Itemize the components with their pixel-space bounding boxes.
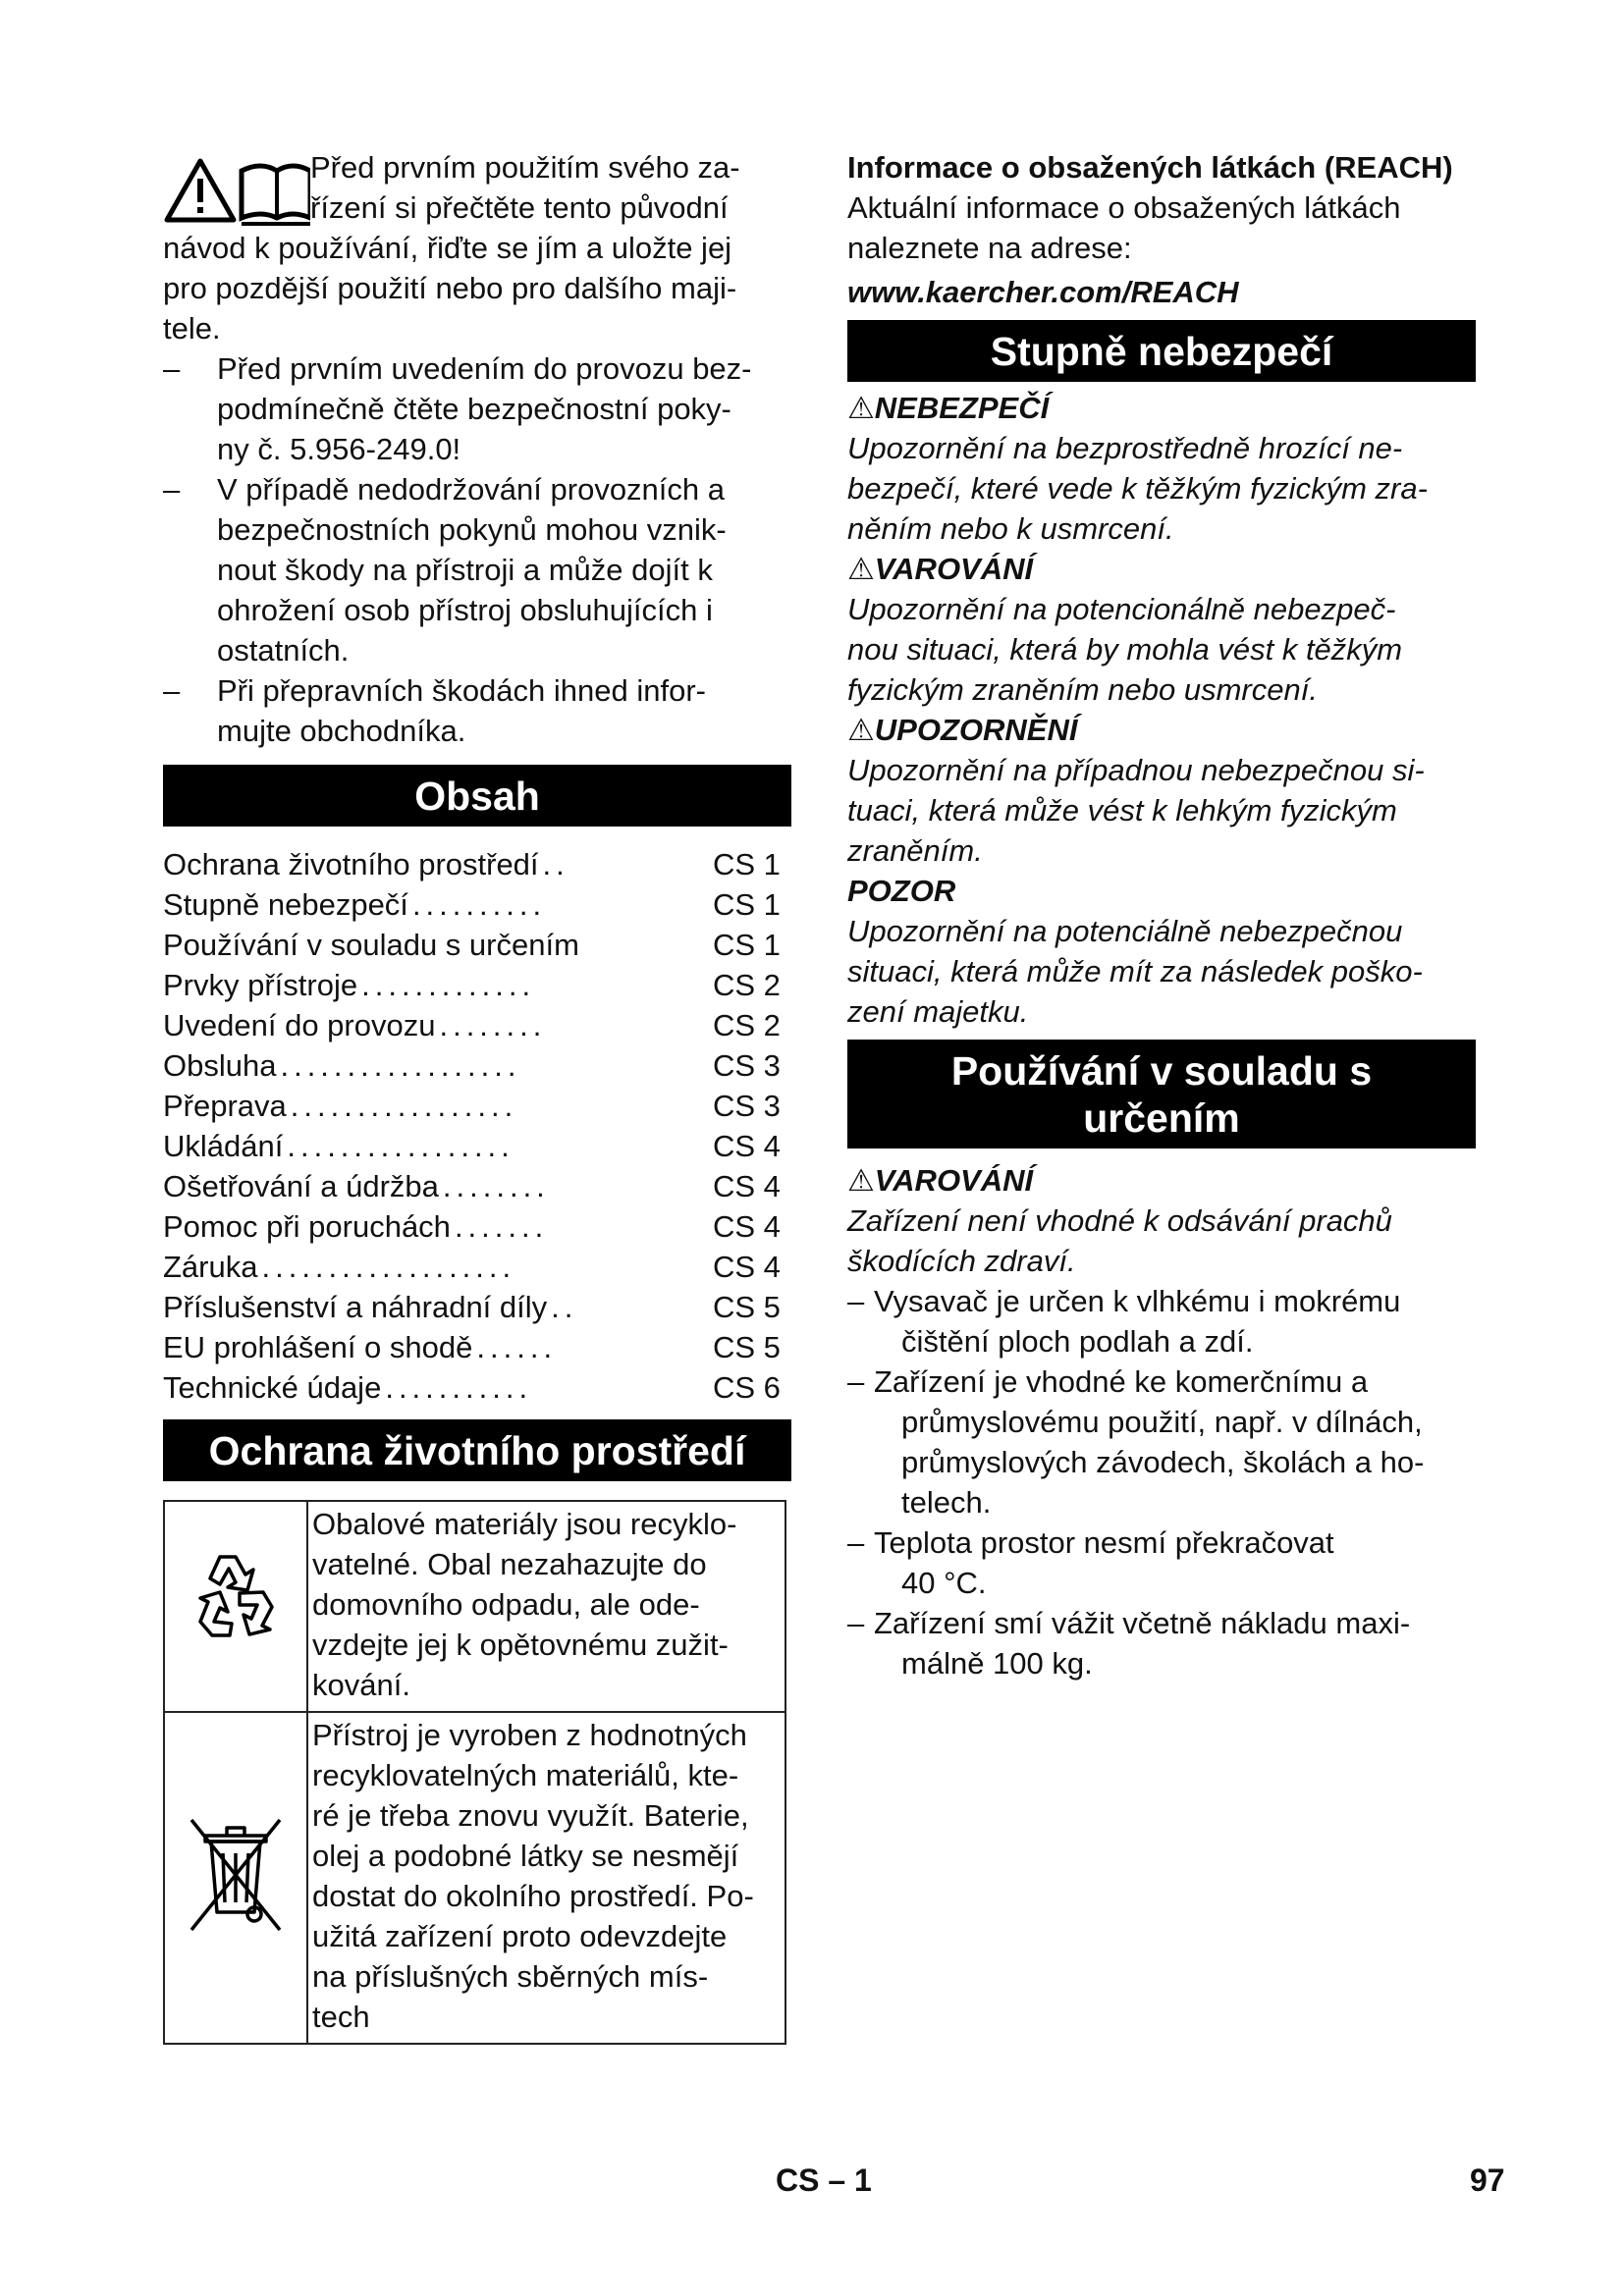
bullet-line: V případě nedodržování provozních a — [217, 472, 726, 507]
bullet-line: ohrožení osob přístroj obsluhujících i — [217, 593, 713, 627]
reach-link[interactable]: www.kaercher.com/REACH — [847, 275, 1239, 309]
toc-entry-dots: .................. — [280, 1048, 521, 1083]
bullet-line: podmínečně čtěte bezpečnostní poky- — [217, 392, 731, 426]
hazard-level — [847, 710, 1476, 871]
intended-use-heading-line: Používání v souladu s — [950, 1048, 1373, 1094]
toc-entry[interactable] — [163, 1367, 791, 1408]
toc-entry-label: Pomoc při poruchách — [163, 1209, 451, 1244]
right-column — [847, 147, 1476, 1683]
table-cell-text — [307, 1712, 785, 2044]
toc-entry-label: Ukládání — [163, 1129, 284, 1163]
toc-entry-label: Používání v souladu s určením — [163, 928, 579, 962]
bullet-dash: – — [847, 1284, 865, 1318]
intended-use-heading — [847, 1040, 1476, 1148]
warning-triangle-icon: ⚠ — [847, 713, 875, 747]
bullet-line: čištění ploch podlah a zdí. — [901, 1324, 1254, 1359]
toc-entry-page: CS 2 — [713, 1008, 781, 1042]
intro-line: tele. — [163, 311, 221, 346]
env-line: ré je třeba znovu využít. Baterie, — [312, 1798, 749, 1833]
intro-line: Před prvním použitím svého za- — [310, 150, 740, 185]
toc-entry[interactable] — [163, 1086, 791, 1126]
toc-entry[interactable] — [163, 1287, 791, 1327]
bullet-line: Zařízení je vhodné ke komerčnímu a — [874, 1364, 1369, 1399]
env-line: recyklovatelných materiálů, kte- — [312, 1758, 739, 1792]
warning-line: Zařízení není vhodné k odsávání prachů — [847, 1203, 1392, 1238]
bullet-item — [847, 1362, 1476, 1522]
hazard-line: něním nebo k usmrcení. — [847, 511, 1174, 546]
toc-entry-page: CS 3 — [713, 1048, 781, 1083]
toc-entry-page: CS 1 — [713, 928, 781, 962]
toc-entry-dots: .......... — [411, 887, 547, 922]
bullet-line: nout škody na přístroji a může dojít k — [217, 553, 713, 587]
toc-entry-page: CS 1 — [713, 887, 781, 922]
intended-use-warning — [847, 1160, 1476, 1281]
toc-entry-dots: .. — [542, 847, 569, 881]
toc-entry-label: Prvky přístroje — [163, 968, 358, 1002]
bullet-line: ostatních. — [217, 633, 350, 667]
bullet-item — [847, 1522, 1476, 1603]
table-row — [164, 1501, 785, 1712]
toc-entry-page: CS 4 — [713, 1169, 781, 1203]
hazard-line: tuaci, která může vést k lehkým fyzickým — [847, 793, 1397, 828]
bullet-dash: – — [163, 351, 181, 386]
toc-entry-label: Technické údaje — [163, 1370, 382, 1405]
toc-entry-dots: ........... — [385, 1370, 533, 1405]
bullet-line: mujte obchodníka. — [217, 714, 466, 748]
table-cell-icon — [164, 1712, 307, 2044]
toc-entry-page: CS 1 — [713, 847, 781, 881]
env-line: olej a podobné látky se nesmějí — [312, 1839, 739, 1873]
hazard-level — [847, 549, 1476, 710]
toc-entry[interactable] — [163, 965, 791, 1005]
warning-label: VAROVÁNÍ — [874, 1163, 1034, 1198]
env-line: vzdejte jej k opětovnému zužit- — [312, 1628, 729, 1662]
bullet-dash: – — [847, 1364, 865, 1399]
bullet-item — [163, 670, 791, 751]
hazard-line: Upozornění na potenciálně nebezpečnou — [847, 914, 1403, 948]
toc-entry-dots: ................... — [261, 1250, 516, 1284]
toc-entry-label: EU prohlášení o shodě — [163, 1330, 473, 1364]
hazard-line: zení majetku. — [847, 994, 1029, 1029]
toc-entry[interactable] — [163, 1126, 791, 1166]
toc-entry[interactable] — [163, 1045, 791, 1086]
bullet-item — [163, 469, 791, 670]
hazard-line: Upozornění na potencionálně nebezpeč- — [847, 592, 1396, 626]
bullet-dash: – — [847, 1606, 865, 1640]
toc-entry-label: Přeprava — [163, 1089, 287, 1123]
crossed-bin-icon — [182, 1802, 290, 1940]
env-line: dostat do okolního prostředí. Po- — [312, 1879, 754, 1913]
hazard-line: bezpečí, které vede k těžkým fyzickým zra- — [847, 471, 1428, 506]
toc-entry-dots: ............. — [361, 968, 536, 1002]
hazard-level — [847, 388, 1476, 549]
toc-entry-dots: ................. — [290, 1089, 518, 1123]
env-line: domovního odpadu, ale ode- — [312, 1587, 700, 1622]
bullet-item — [163, 348, 791, 469]
table-of-contents — [163, 844, 791, 1408]
bullet-line: málně 100 kg. — [901, 1646, 1093, 1681]
hazard-label: POZOR — [847, 874, 956, 908]
environment-heading: Ochrana životního prostředí — [163, 1419, 791, 1481]
bullet-dash: – — [847, 1525, 865, 1560]
warning-line: škodících zdraví. — [847, 1244, 1076, 1278]
bullet-line: Vysavač je určen k vlhkému i mokrému — [874, 1284, 1401, 1318]
env-line: tech — [312, 2000, 370, 2034]
bullet-line: Před prvním uvedením do provozu bez- — [217, 351, 752, 386]
hazard-line: zraněním. — [847, 833, 983, 868]
toc-entry-label: Stupně nebezpečí — [163, 887, 408, 922]
toc-entry-label: Ochrana životního prostředí — [163, 847, 539, 881]
bullet-line: bezpečnostních pokynů mohou vznik- — [217, 512, 727, 547]
toc-entry-page: CS 2 — [713, 968, 781, 1002]
toc-entry-page: CS 5 — [713, 1290, 781, 1324]
intro-line: pro pozdější použití nebo pro dalšího maji- — [163, 271, 737, 305]
table-cell-icon — [164, 1501, 307, 1712]
toc-entry[interactable] — [163, 1166, 791, 1206]
toc-entry[interactable] — [163, 925, 791, 965]
intro-line: řízení si přečtěte tento původní — [310, 190, 729, 225]
toc-entry-label: Příslušenství a náhradní díly — [163, 1290, 548, 1324]
toc-entry-dots: ................. — [287, 1129, 514, 1163]
bullet-line: 40 °C. — [901, 1566, 987, 1600]
toc-entry-page: CS 5 — [713, 1330, 781, 1364]
toc-entry[interactable] — [163, 1327, 791, 1367]
env-line: na příslušných sběrných mís- — [312, 1959, 709, 1994]
toc-entry-page: CS 4 — [713, 1209, 781, 1244]
toc-entry-dots: .. — [551, 1290, 578, 1324]
toc-entry-page: CS 3 — [713, 1089, 781, 1123]
toc-entry-label: Ošetřování a údržba — [163, 1169, 439, 1203]
env-line: Přístroj je vyroben z hodnotných — [312, 1718, 747, 1752]
toc-entry[interactable] — [163, 1206, 791, 1247]
intro-header — [163, 147, 791, 228]
env-line: užitá zařízení proto odevzdejte — [312, 1919, 728, 1953]
env-line: kování. — [312, 1668, 410, 1702]
reach-line: naleznete na adrese: — [847, 231, 1132, 265]
reach-line: Aktuální informace o obsažených látkách — [847, 190, 1401, 225]
intended-use-heading-line: určením — [1083, 1095, 1240, 1141]
toc-entry-label: Obsluha — [163, 1048, 277, 1083]
hazard-line: situaci, která může mít za následek poško- — [847, 954, 1423, 988]
table-row — [164, 1712, 785, 2044]
env-line: Obalové materiály jsou recyklo- — [312, 1507, 737, 1541]
toc-entry[interactable] — [163, 884, 791, 925]
hazard-heading: Stupně nebezpečí — [847, 320, 1476, 382]
hazard-level — [847, 871, 1476, 1032]
page-number: 97 — [1470, 2163, 1505, 2198]
hazard-line: fyzickým zraněním nebo usmrcení. — [847, 672, 1318, 707]
bullet-line: ny č. 5.956-249.0! — [217, 432, 461, 466]
toc-entry-dots: ........ — [442, 1169, 550, 1203]
intro-line: návod k používání, řiďte se jím a uložte jej — [163, 231, 732, 265]
toc-entry-page: CS 6 — [713, 1370, 781, 1405]
warning-triangle-icon: ⚠ — [847, 552, 875, 586]
hazard-label: VAROVÁNÍ — [874, 552, 1034, 586]
toc-entry[interactable] — [163, 1247, 791, 1287]
recycle-icon — [177, 1541, 295, 1659]
environment-table — [163, 1500, 786, 2045]
bullet-item — [847, 1603, 1476, 1683]
toc-entry-label: Uvedení do provozu — [163, 1008, 436, 1042]
env-line: vatelné. Obal nezahazujte do — [312, 1547, 707, 1581]
toc-entry-dots: ...... — [476, 1330, 558, 1364]
toc-heading: Obsah — [163, 765, 791, 827]
warning-triangle-icon: ⚠ — [847, 391, 875, 425]
toc-entry-label: Záruka — [163, 1250, 258, 1284]
footer-section-label: CS – 1 — [776, 2163, 872, 2198]
table-cell-text — [307, 1501, 785, 1712]
warning-and-manual-icon — [163, 147, 310, 228]
left-column — [163, 147, 791, 2045]
warning-triangle-icon: ⚠ — [847, 1163, 875, 1198]
toc-entry-dots: ....... — [454, 1209, 549, 1244]
reach-heading: Informace o obsažených látkách (REACH) — [847, 150, 1453, 185]
hazard-line: Upozornění na bezprostředně hrozící ne- — [847, 431, 1403, 465]
bullet-line: průmyslovému použití, např. v dílnách, — [901, 1405, 1423, 1439]
bullet-dash: – — [163, 472, 181, 507]
bullet-line: Zařízení smí vážit včetně nákladu maxi- — [874, 1606, 1411, 1640]
toc-entry[interactable] — [163, 1005, 791, 1045]
hazard-line: Upozornění na případnou nebezpečnou si- — [847, 753, 1425, 787]
toc-entry-page: CS 4 — [713, 1129, 781, 1163]
intro-text-top — [310, 147, 791, 228]
hazard-line: nou situaci, která by mohla vést k těžkým — [847, 632, 1403, 667]
bullet-line: Při přepravních škodách ihned infor- — [217, 673, 706, 708]
bullet-line: Teplota prostor nesmí překračovat — [874, 1525, 1334, 1560]
hazard-label: NEBEZPEČÍ — [874, 391, 1050, 425]
toc-entry-dots: ........ — [439, 1008, 547, 1042]
bullet-dash: – — [163, 673, 181, 708]
bullet-line: telech. — [901, 1485, 992, 1520]
bullet-item — [847, 1281, 1476, 1362]
hazard-label: UPOZORNĚNÍ — [874, 713, 1078, 747]
toc-entry[interactable] — [163, 844, 791, 884]
bullet-line: průmyslových závodech, školách a ho- — [901, 1445, 1425, 1479]
toc-entry-page: CS 4 — [713, 1250, 781, 1284]
